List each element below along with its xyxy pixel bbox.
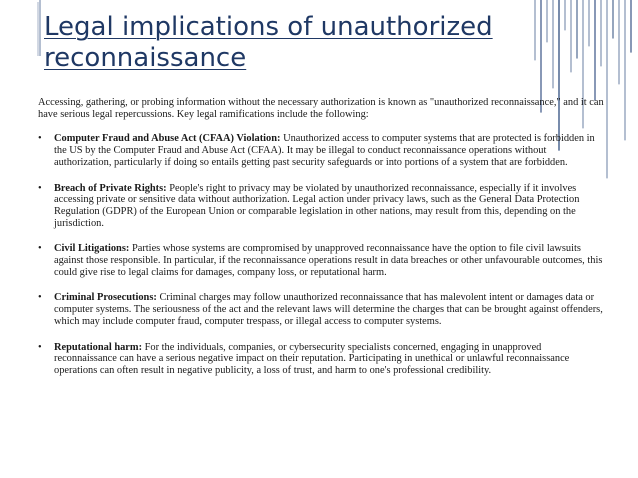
list-item-criminal (38, 292, 606, 327)
bullet: • (38, 292, 42, 304)
item-text: Criminal charges may follow unauthorized reconnaissance that has malevolent intent or damages data or computer systems. The seriousness of the act and the relevant laws will determine the charges that can be brought against offenders, which may include computer fraud, computer trespass, or illegal access to computer systems. (54, 292, 603, 327)
bullet: • (38, 182, 42, 194)
item-text: For the individuals, companies, or cybersecurity specialists concerned, engaging in unapproved reconnaissance can have a serious negative impact on their reputation. Participating in unethical or unlawful reconnaissance operations can often result in negative publicity, a loss of trust, and harm to one's professional credibility. (54, 341, 570, 376)
item-text: Unauthorized access to computer systems that are protected is forbidden in the US by the Computer Fraud and Abuse Act (CFAA). It may be illegal to conduct reconnaissance operations without authorization, particularly if doing so entails getting past security safeguards or into portions of a system that are forbidden. (54, 133, 595, 168)
item-heading: Computer Fraud and Abuse Act (CFAA) Violation: (54, 133, 281, 145)
bullet: • (38, 341, 42, 353)
bullet: • (38, 133, 42, 145)
list-item-cfaa (38, 133, 606, 168)
slide-title: Legal implications of unauthorized reconnaissance (44, 12, 493, 73)
item-heading: Reputational harm: (54, 341, 143, 353)
list-item-reputational (38, 342, 606, 377)
intro-paragraph: Accessing, gathering, or probing information without the necessary authorization is known as "unauthorized reconnaissance," and it can have serious legal repercussions. Key legal ramifications include the following: (38, 97, 604, 120)
item-heading: Breach of Private Rights: (54, 182, 167, 194)
list-item-civil (38, 243, 606, 278)
implications-list (38, 133, 606, 376)
list-item-privacy (38, 183, 606, 230)
item-heading: Civil Litigations: (54, 243, 130, 255)
item-text: People's right to privacy may be violated by unauthorized reconnaissance, especially if it involves accessing private or sensitive data without authorization. Legal action under privacy laws, such as the General Data Protection Regulation (GDPR) of the European Union or comparable legislation in other nations, may result from this, depending on the jurisdiction. (54, 182, 580, 229)
bullet: • (38, 243, 42, 255)
item-heading: Criminal Prosecutions: (54, 292, 157, 304)
item-text: Parties whose systems are compromised by unapproved reconnaissance have the option to file civil lawsuits against those responsible. In particular, if the reconnaissance operations result in data breaches or other unfavourable outcomes, this could give rise to legal claims for damages, company loss, or reputational harm. (54, 243, 603, 278)
slide-content (38, 97, 606, 391)
